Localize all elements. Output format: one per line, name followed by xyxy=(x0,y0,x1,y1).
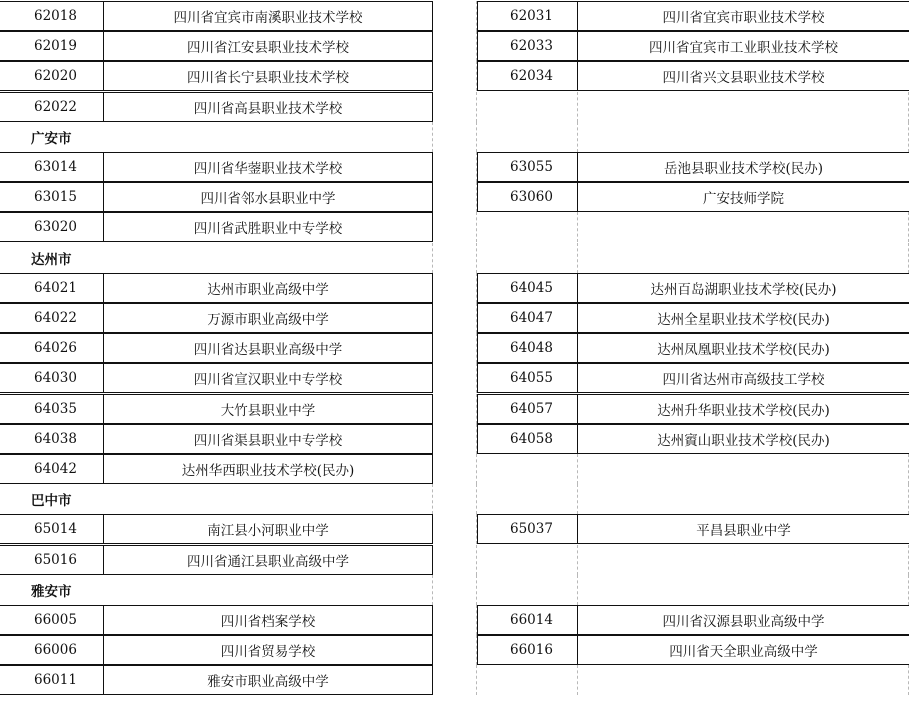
grid-gap-cell xyxy=(433,122,477,152)
school-name: 达州百岛湖职业技术学校(民办) xyxy=(578,273,909,303)
grid-gap-cell xyxy=(433,575,477,605)
school-code: 64030 xyxy=(0,363,104,393)
school-name: 四川省宜宾市南溪职业技术学校 xyxy=(104,1,433,31)
school-code: 63015 xyxy=(0,182,104,212)
grid-gap-cell xyxy=(433,92,477,122)
grid-gap-cell xyxy=(0,243,433,273)
grid-gap-cell xyxy=(433,212,477,242)
school-code: 64021 xyxy=(0,273,104,303)
school-name: 四川省宣汉职业中专学校 xyxy=(104,363,433,393)
school-code: 63014 xyxy=(0,152,104,182)
table-row xyxy=(0,31,909,61)
grid-gap-cell xyxy=(0,575,433,605)
grid-gap-cell xyxy=(433,605,477,635)
school-name: 平昌县职业中学 xyxy=(578,514,909,544)
school-code: 62031 xyxy=(477,1,578,31)
grid-gap-cell xyxy=(433,514,477,544)
school-name: 广安技师学院 xyxy=(578,182,909,212)
grid-gap-cell xyxy=(0,484,433,514)
school-code: 64035 xyxy=(0,394,104,424)
school-code: 64047 xyxy=(477,303,578,333)
school-name: 达州市职业高级中学 xyxy=(104,273,433,303)
grid-gap-cell xyxy=(433,635,477,665)
city-heading: 巴中市 xyxy=(31,493,72,510)
city-header-row xyxy=(0,484,909,514)
grid-gap-cell xyxy=(578,575,909,605)
grid-gap-cell xyxy=(433,665,477,695)
school-name: 雅安市职业高级中学 xyxy=(104,665,433,695)
grid-gap-cell xyxy=(433,545,477,575)
school-name: 四川省档案学校 xyxy=(104,605,433,635)
grid-gap-cell xyxy=(433,1,477,31)
table-row xyxy=(0,635,909,665)
table-row xyxy=(0,394,909,424)
school-code: 66005 xyxy=(0,605,104,635)
city-heading: 广安市 xyxy=(31,130,72,147)
school-name: 四川省武胜职业中专学校 xyxy=(104,212,433,242)
school-name: 四川省宜宾市工业职业技术学校 xyxy=(578,31,909,61)
table-row xyxy=(0,182,909,212)
school-code: 62034 xyxy=(477,61,578,91)
grid-gap-cell xyxy=(477,575,578,605)
school-name: 达州全星职业技术学校(民办) xyxy=(578,303,909,333)
empty-cell xyxy=(578,454,909,484)
table-row xyxy=(0,605,909,635)
city-header-row xyxy=(0,243,909,273)
city-header-row xyxy=(0,575,909,605)
school-code: 64048 xyxy=(477,333,578,363)
school-name: 四川省达州市高级技工学校 xyxy=(578,363,909,393)
table-row xyxy=(0,303,909,333)
grid-gap-cell xyxy=(477,122,578,152)
school-name: 南江县小河职业中学 xyxy=(104,514,433,544)
school-code: 66006 xyxy=(0,635,104,665)
school-code: 64045 xyxy=(477,273,578,303)
school-name: 大竹县职业中学 xyxy=(104,394,433,424)
empty-cell xyxy=(578,92,909,122)
school-name: 四川省宜宾市职业技术学校 xyxy=(578,1,909,31)
school-name: 四川省通江县职业高级中学 xyxy=(104,545,433,575)
grid-gap-cell xyxy=(578,122,909,152)
grid-gap-cell xyxy=(433,394,477,424)
grid-gap-cell xyxy=(433,454,477,484)
table-row xyxy=(0,152,909,182)
school-name: 四川省天全职业高级中学 xyxy=(578,635,909,665)
table-row xyxy=(0,92,909,122)
school-name: 四川省兴文县职业技术学校 xyxy=(578,61,909,91)
school-code: 66014 xyxy=(477,605,578,635)
table-row xyxy=(0,363,909,393)
grid-gap-cell xyxy=(433,152,477,182)
empty-cell xyxy=(477,92,578,122)
table-row xyxy=(0,273,909,303)
empty-cell xyxy=(578,212,909,242)
grid-gap-cell xyxy=(433,243,477,273)
empty-cell xyxy=(477,665,578,695)
school-name: 四川省贸易学校 xyxy=(104,635,433,665)
grid-gap-cell xyxy=(433,303,477,333)
grid-gap-cell xyxy=(578,484,909,514)
city-heading: 达州市 xyxy=(31,251,72,268)
school-name: 达州賨山职业技术学校(民办) xyxy=(578,424,909,454)
empty-cell xyxy=(477,454,578,484)
school-name: 四川省长宁县职业技术学校 xyxy=(104,61,433,91)
school-name: 四川省高县职业技术学校 xyxy=(104,92,433,122)
school-code: 64038 xyxy=(0,424,104,454)
grid-gap-cell xyxy=(0,122,433,152)
table-row xyxy=(0,424,909,454)
table-row xyxy=(0,545,909,575)
school-code: 62020 xyxy=(0,61,104,91)
school-code: 65037 xyxy=(477,514,578,544)
school-code: 64055 xyxy=(477,363,578,393)
empty-cell xyxy=(477,212,578,242)
school-code: 65014 xyxy=(0,514,104,544)
grid-gap-cell xyxy=(433,31,477,61)
school-name: 达州凤凰职业技术学校(民办) xyxy=(578,333,909,363)
school-name: 四川省渠县职业中专学校 xyxy=(104,424,433,454)
school-code: 66011 xyxy=(0,665,104,695)
empty-cell xyxy=(477,545,578,575)
school-code: 63020 xyxy=(0,212,104,242)
table-row xyxy=(0,454,909,484)
grid-gap-cell xyxy=(433,61,477,91)
school-name: 四川省华蓥职业技术学校 xyxy=(104,152,433,182)
school-name: 四川省江安县职业技术学校 xyxy=(104,31,433,61)
school-name: 岳池县职业技术学校(民办) xyxy=(578,152,909,182)
school-code: 62022 xyxy=(0,92,104,122)
grid-gap-cell xyxy=(433,424,477,454)
school-name: 达州升华职业技术学校(民办) xyxy=(578,394,909,424)
school-code: 64058 xyxy=(477,424,578,454)
school-code: 65016 xyxy=(0,545,104,575)
empty-cell xyxy=(578,665,909,695)
grid-gap-cell xyxy=(433,484,477,514)
school-code: 63060 xyxy=(477,182,578,212)
school-name: 四川省达县职业高级中学 xyxy=(104,333,433,363)
grid-gap-cell xyxy=(477,243,578,273)
table-row xyxy=(0,1,909,31)
table-row xyxy=(0,665,909,695)
empty-cell xyxy=(578,545,909,575)
school-code: 62033 xyxy=(477,31,578,61)
school-name: 四川省邻水县职业中学 xyxy=(104,182,433,212)
school-code: 66016 xyxy=(477,635,578,665)
grid-gap-cell xyxy=(433,363,477,393)
table-row xyxy=(0,212,909,242)
school-name: 四川省汉源县职业高级中学 xyxy=(578,605,909,635)
school-code: 64042 xyxy=(0,454,104,484)
grid-gap-cell xyxy=(433,273,477,303)
school-code: 64022 xyxy=(0,303,104,333)
school-code: 64057 xyxy=(477,394,578,424)
table-row xyxy=(0,333,909,363)
table-row xyxy=(0,61,909,91)
school-name: 万源市职业高级中学 xyxy=(104,303,433,333)
grid-gap-cell xyxy=(433,182,477,212)
grid-gap-cell xyxy=(433,333,477,363)
table-row xyxy=(0,514,909,544)
city-heading: 雅安市 xyxy=(31,583,72,600)
school-code: 64026 xyxy=(0,333,104,363)
grid-gap-cell xyxy=(477,484,578,514)
grid-gap-cell xyxy=(578,243,909,273)
city-header-row xyxy=(0,122,909,152)
school-code: 63055 xyxy=(477,152,578,182)
school-name: 达州华西职业技术学校(民办) xyxy=(104,454,433,484)
school-code: 62019 xyxy=(0,31,104,61)
school-code: 62018 xyxy=(0,1,104,31)
